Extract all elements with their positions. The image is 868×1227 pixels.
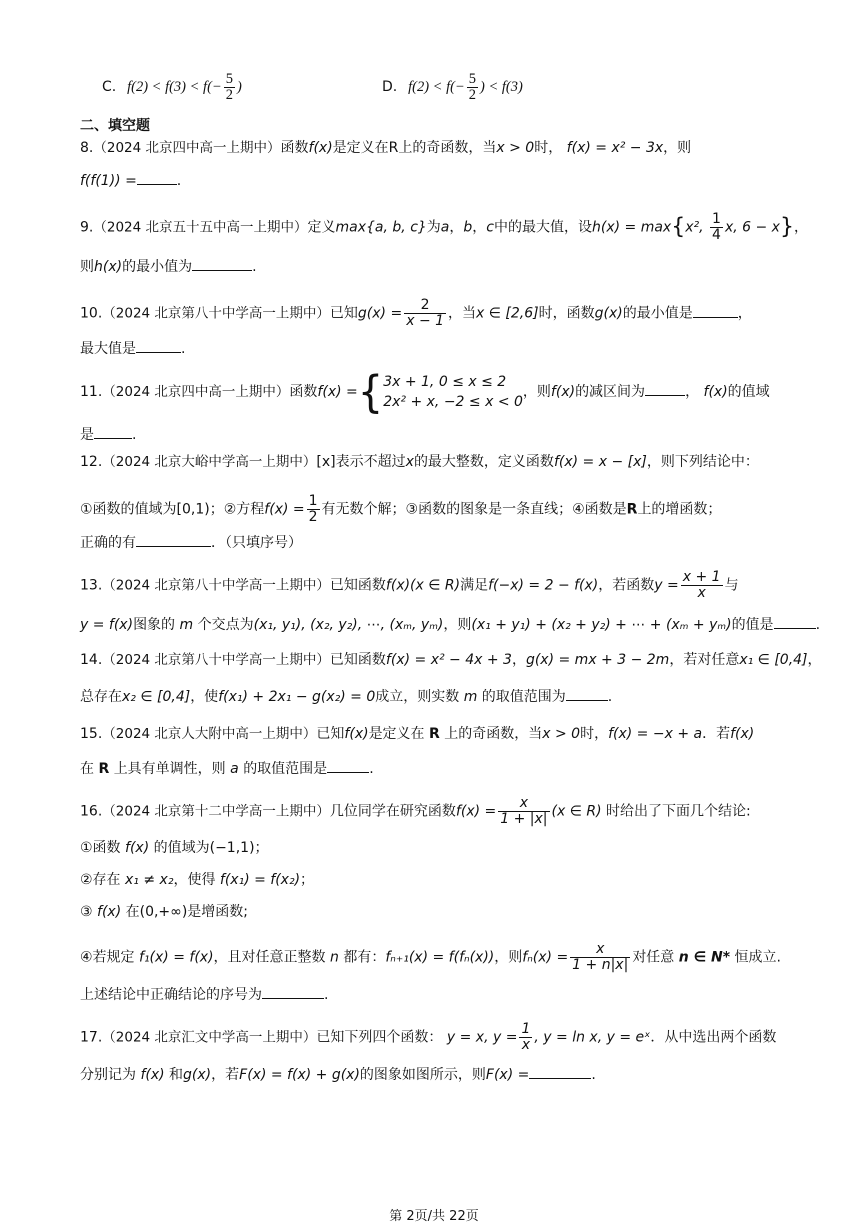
question-15-line2: 在 R 上具有单调性，则 a 的取值范围是 . — [80, 758, 808, 779]
answer-blank — [136, 532, 211, 547]
question-12: 12.（2024 北京大峪中学高一上期中）[x]表示不超过x的最大整数，定义函数f(x) = x − [x]，则下列结论中： — [80, 454, 759, 470]
question-10-line2: 最大值是 . — [80, 338, 808, 359]
question-8-line2: f(f(1)) = . — [80, 170, 808, 191]
answer-blank — [645, 381, 685, 396]
question-8: 8.（2024 北京四中高一上期中）函数f(x)是定义在R上的奇函数，当x > 0时， f(x) = x² − 3x，则 — [80, 140, 692, 156]
question-17-line2: 分别记为 f(x) 和g(x)，若F(x) = f(x) + g(x)的图象如图所示，则F(x) = . — [80, 1064, 808, 1085]
question-13: 13.（2024 北京第八十中学高一上期中）已知函数f(x)(x ∈ R)满足f(−x) = 2 − f(x)，若函数y = $\frac{x + 1}{x}$ 与 — [80, 569, 739, 601]
option-d: D. f(2) < f(− $\frac{5}{2}$ ) < f(3) — [382, 71, 523, 103]
question-12-line2: ①函数的值域为[0,1)；②方程f(x) = $\frac{1}{2}$ 有无数个解；③函数的图象是一条直线；④函数是R上的增函数； — [80, 493, 722, 525]
section-title: 二、填空题 — [80, 118, 150, 134]
question-9: 9.（2024 北京五十五中高一上期中）定义max{a, b, c}为a，b，c中的最大值，设h(x) = max{x², $\frac{1}{4}$ x, 6 − x}， — [80, 211, 808, 243]
question-15: 15.（2024 北京人大附中高一上期中）已知f(x)是定义在 R 上的奇函数，当x > 0时，f(x) = −x + a．若f(x) — [80, 726, 755, 742]
question-13-line2: y = f(x)图象的 m 个交点为(x₁, y₁), (x₂, y₂), ⋯, (xₘ, yₘ)，则(x₁ + y₁) + (x₂ + y₂) + ⋯ + (xₘ + yₘ)的值是 . — [80, 614, 808, 635]
option-c: C. f(2) < f(3) < f(− $\frac{5}{2}$ ) — [102, 71, 242, 103]
answer-blank — [774, 614, 816, 629]
answer-blank — [529, 1064, 591, 1079]
question-16-c4: ④若规定 f₁(x) = f(x)，且对任意正整数 n 都有：fₙ₊₁(x) = f(fₙ(x))，则fₙ(x) = $\frac{x}{1 + n|x|}$ 对任意 n ∈ N* 恒成立. — [80, 941, 781, 973]
question-16-c3: ③ f(x) 在(0,+∞)是增函数; — [80, 904, 249, 920]
answer-blank — [192, 256, 252, 271]
question-11-line2: 是 . — [80, 424, 808, 445]
answer-blank — [693, 303, 738, 318]
answer-blank — [137, 170, 177, 185]
question-12-line3: 正确的有 ．（只填序号） — [80, 532, 808, 553]
question-16-c2: ②存在 x₁ ≠ x₂，使得 f(x₁) = f(x₂)； — [80, 872, 315, 888]
question-16-c1: ①函数 f(x) 的值域为(−1,1)； — [80, 840, 269, 856]
answer-blank — [94, 424, 132, 439]
question-14-line2: 总存在x₂ ∈ [0,4]，使f(x₁) + 2x₁ − g(x₂) = 0成立，则实数 m 的取值范围为 . — [80, 686, 808, 707]
answer-blank — [566, 686, 608, 701]
answer-blank — [262, 984, 324, 999]
question-9-line2: 则h(x)的最小值为 . — [80, 256, 808, 277]
answer-blank — [327, 758, 369, 773]
question-17: 17.（2024 北京汇文中学高一上期中）已知下列四个函数： y = x, y = $\frac{1}{x}$ , y = ln x, y = eˣ．从中选出两个函数 — [80, 1021, 777, 1053]
question-11: 11.（2024 北京四中高一上期中）函数f(x) ={ 3x + 1, 0 ≤ x ≤ 2 2x² + x, −2 ≤ x < 0 ，则f(x)的减区间为 ， f(x)的值域 — [80, 366, 770, 418]
page-footer: 第 2页/共 22页 — [389, 1209, 479, 1224]
question-16: 16.（2024 北京第十二中学高一上期中）几位同学在研究函数f(x) = $\frac{x}{1 + |x|}$ (x ∈ R) 时给出了下面几个结论: — [80, 795, 751, 827]
question-16-last: 上述结论中正确结论的序号为 . — [80, 984, 808, 1005]
question-10: 10.（2024 北京第八十中学高一上期中）已知g(x) = $\frac{2}{x - 1}$ ，当x ∈ [2,6]时，函数g(x)的最小值是 ， — [80, 297, 752, 329]
answer-blank — [136, 338, 181, 353]
question-14: 14.（2024 北京第八十中学高一上期中）已知函数f(x) = x² − 4x + 3，g(x) = mx + 3 − 2m，若对任意x₁ ∈ [0,4]， — [80, 652, 822, 668]
